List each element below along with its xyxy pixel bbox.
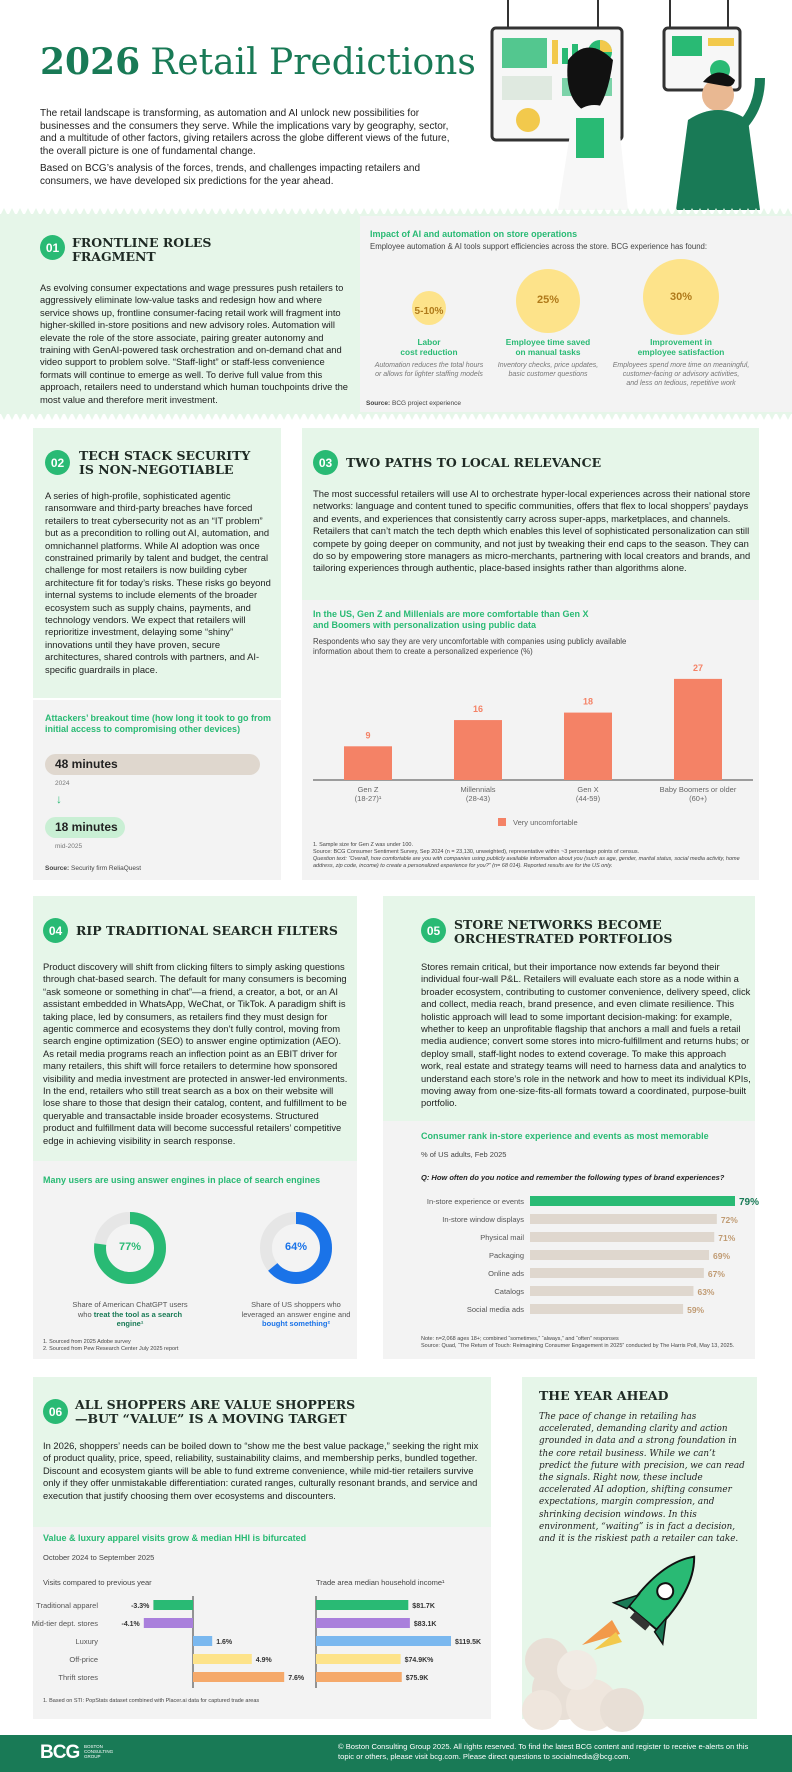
data-label: 63% [697,1287,715,1297]
bubble-desc: Inventory checks, price updates, basic customer questions [497,362,599,378]
chart-note: 2. Sourced from Pew Research Center July 2025 report [43,1346,179,1352]
chart-note: 1. Sourced from 2025 Adobe survey [43,1339,131,1345]
bubble-label: Labor cost reduction [400,337,458,357]
donut-caption-text: Share of US shoppers who leveraged an answer engine and [241,1300,351,1319]
category-label: Luxury [75,1637,98,1646]
bar [193,1672,284,1682]
bubble-desc: Automation reduces the total hours or allows for lighter staffing models [374,362,484,378]
category-label: Catalogs [494,1287,524,1296]
section-body: As evolving consumer expectations and wage pressures push retailers to aggressively eliminate low-value tasks and redesign how and where service shows up, frontline consumer-facing retail work will fragment into higher-skilled in-store positions and new advisory roles. Automation will elevate the role of the store associate, pairing greater autonomy and training with GenAI-powered task orchestration and on-demand chat and video support to problem solve. “Staff-light” or staff-less convenience formats will continue to emerge as well. To derive full value from this approach, retailers need to understand which human touchpoints drive the most value and therefore merit investment. [40,282,349,405]
arrow-down-icon: ↓ [56,792,62,806]
data-label: -3.3% [131,1603,150,1610]
bar [530,1196,735,1206]
category-label: Traditional apparel [36,1601,98,1610]
section-body: Stores remain critical, but their importance now extends far beyond their individual four-wall P&L. Retailers will evaluate each store as a node within a broader ecosystem, contributing to customer convenience, delivery speed, click and collect, media reach, brand presence, and even climate resilience. This holistic approach will lead to some important decision-making: for example, whether to keep an unprofitable flagship that anchors a mall and fuels a retail media audience; convert some stores into micro-fulfillment and returns hubs; or deploy small, staff-light nodes to extend coverage. To make this approach work, real estate and strategy teams will need to harness data and analytics to understand each store’s role in the network and how to meet its individual KPIs, moving away from one-size-fits-all formats toward a coordinated, purpose-built portfolio. [421,961,751,1109]
breakout-value-2024: 48 minutes [55,757,118,771]
data-label: 79% [739,1197,760,1208]
year-ahead-body: The pace of change in retailing has accelerated, demanding clarity and action grounded in data and a strong foundation in the core retail business. While we can’t predict the future with precision, we can read the signals. Right now, these include accelerated AI adoption, shifting consumer expectations, margin compression, and shrinking decision windows. In this environment, “waiting” is in fact a decision, and it is the riskiest path a retailer can take. [539,1412,745,1545]
source-note [366,400,461,408]
donut-value: 77% [118,1241,142,1253]
data-label: 27 [692,662,704,673]
apparel-chart-title: Value & luxury apparel visits grow & median HHI is bifurcated [43,1533,307,1543]
bar [344,746,392,780]
impact-chart-subtitle: Employee automation & AI tools support efficiencies across the store. BCG experience has found: [370,242,708,251]
tick-label: (18-27)¹ [354,794,382,803]
breakout-label-2024: 2024 [55,780,70,787]
tick-label: Gen Z [357,785,379,794]
data-label: $119.5K [455,1639,482,1646]
personalization-chart-title: In the US, Gen Z and Millenials are more comfortable than Gen X and Boomers with personalization using public data [313,609,589,630]
donut-caption [70,1300,190,1329]
bubble-value: 25% [536,294,560,306]
section-number-badge: 02 [45,450,70,475]
bar [153,1600,193,1610]
donut-caption-text: Share of American ChatGPT users who [72,1300,188,1319]
bubble-value: 30% [669,291,693,303]
bar [316,1654,401,1664]
data-label: 18 [582,696,594,707]
chart-note: Note: n=2,068 ages 18+; combined “sometimes,” “always,” and “often” responses [421,1336,619,1342]
data-label: 72% [720,1215,738,1225]
bar [316,1672,402,1682]
footer-text: © Boston Consulting Group 2025. All rights reserved. To find the latest BCG content and register to receive e-alerts on this topic or others, please visit bcg.com. Please direct questions to socialmedia@bcg.com. [338,1742,749,1761]
bubble-label: Improvement in employee satisfaction [637,337,725,357]
bar [530,1304,683,1314]
breakout-label-2025: mid-2025 [55,843,83,850]
data-label: 71% [718,1233,736,1243]
bar [193,1654,252,1664]
zigzag-bottom [0,412,792,420]
donut-caption [236,1300,356,1329]
section-body: The most successful retailers will use AI to orchestrate hyper-local experiences across their national store networks: language and content tuned to specific communities, offers that flex to local shoppers’ paydays and events, and experiences that consistently carry across super-apps, marketplaces, and channels. Retailers that can’t match the tech depth which enables this level of sophisticated personalization can still compete by going deeper on community, and not just by tweaking their end caps to the season. They can do so by empowering store managers as micro-merchants, partnering with local creators and brands, and tailoring experiences through authentic, place-based insights rather than algorithms alone. [313,488,751,574]
section-number-badge: 03 [313,450,338,475]
chart-note: 1. Sample size for Gen Z was under 100. [313,842,413,848]
memorable-chart-subtitle: % of US adults, Feb 2025 [421,1150,507,1159]
data-label: $81.7K [412,1603,435,1610]
section-title: TECH STACK SECURITY IS NON-NEGOTIABLE [79,448,251,477]
memorable-chart-title: Consumer rank in-store experience and events as most memorable [421,1131,709,1141]
answer-engine-chart-title: Many users are using answer engines in place of search engines [43,1175,321,1185]
bar [530,1268,704,1278]
visits-bar-chart [31,1596,315,1696]
section-body: A series of high-profile, sophisticated agentic ransomware and third-party breaches have forced retailers to treat cybersecurity not as an “IT problem” but as a precondition to rolling out AI, automation, and omnichannel platforms. While AI adoption was once constrained primarily by talent and budget, the central challenge for most retailers is now building cyber architecture fit for today’s risks. These risks go beyond internal systems to include elements of the broader ecosystem such as supply chains, payments, and technology vendors. We expect that retailers will reprioritize investment, delaying some “shiny” innovations until they have proven, secure architectures, shared controls with partners, and AI-specific guardrails in place. [45,490,271,675]
data-label: 9 [365,730,371,741]
category-label: Off-price [69,1655,98,1664]
page-title [40,40,476,85]
intro-paragraph: The retail landscape is transforming, as automation and AI unlock new possibilities for businesses and the consumers they serve. While the implications vary by geography, sector, and a multitude of other factors, giving retailers across the globe different views of the future, the overall picture is one of fundamental change. [40,108,450,157]
category-label: In-store window displays [442,1215,524,1224]
bar [454,720,502,780]
section-body: In 2026, shoppers’ needs can be boiled down to “show me the best value package,” seeking the right mix of product quality, price, speed, reliability, sustainability claims, and membership perks, bundled together. Discount and ecosystem giants will be able to fund extreme convenience, while mid-tier retailers survive only if they offer unmistakable differentiation: curated ranges, culturally resonant brands, and service and execution that justify choosing them over ecosystems and discounters. [43,1440,479,1501]
impact-chart-title: Impact of AI and automation on store operations [370,229,578,239]
section-title: FRONTLINE ROLES FRAGMENT [72,235,212,264]
source-note [45,865,141,873]
bar [144,1618,193,1628]
bcg-logo-subtext: BOSTON CONSULTING GROUP [84,1744,114,1759]
personalization-bar-chart [313,660,753,825]
bar [564,713,612,780]
bar [674,679,722,780]
tick-label: (28-43) [465,794,491,803]
source-text: BCG project experience [392,400,462,407]
data-label: $75.9K [405,1675,429,1682]
data-label: 59% [687,1305,705,1315]
data-label: $83.1K [413,1621,437,1628]
category-label: Physical mail [480,1233,524,1242]
section-title: ALL SHOPPERS ARE VALUE SHOPPERS —BUT “VALUE” IS A MOVING TARGET [75,1397,356,1426]
legend-swatch [498,818,506,826]
data-label: -4.1% [121,1621,140,1628]
chart-source: Source: BCG Consumer Sentiment Survey, Sep 2024 (n = 23,130, unweighted), representative within ~3 percentage points of census. [313,849,640,855]
hhi-bar-chart [310,1596,490,1696]
bubble-label: Employee time saved on manual tasks [505,337,591,357]
rocket-illustration [522,1540,757,1719]
section-number-badge: 01 [40,235,65,260]
intro-paragraph-2: Based on BCG’s analysis of the forces, trends, and challenges impacting retailers and consumers, we have developed six predictions for the year ahead. [40,163,421,187]
data-label: $74.9K% [404,1657,434,1664]
bcg-logo: BCG [40,1742,80,1763]
chart-note: 1. Based on STI: PopStats dataset combined with Placer.ai data for captured trade areas [43,1698,260,1704]
data-label: 1.6% [216,1639,233,1646]
section-title: STORE NETWORKS BECOME ORCHESTRATED PORTFOLIOS [454,917,673,946]
donut-value: 64% [284,1241,308,1253]
data-label: 4.9% [255,1657,272,1664]
chart-question: Question text: “Overall, how comfortable are you with companies using publicly available information about you (such as age, gender, marital status, social media activity, home address, zip code, income) to create a personalized experience for you?” (n= 68 014). Reported results are for the US only. [313,856,740,869]
apparel-chart-period: October 2024 to September 2025 [43,1553,155,1562]
bar [316,1618,410,1628]
section-number-badge: 05 [421,918,446,943]
bar [193,1636,212,1646]
section-number-badge: 06 [43,1399,68,1424]
category-label: Thrift stores [58,1673,98,1682]
bar [316,1600,408,1610]
bar [530,1232,714,1242]
apparel-right-title: Trade area median household income¹ [316,1578,445,1587]
data-label: 7.6% [288,1675,305,1682]
apparel-left-title: Visits compared to previous year [43,1578,152,1587]
data-label: 67% [707,1269,725,1279]
tick-label: (44-59) [575,794,601,803]
tick-label: Gen X [577,785,599,794]
personalization-chart-subtitle: Respondents who say they are very uncomfortable with companies using publicly available information about them to create a personalized experience (%) [313,637,627,656]
breakout-value-2025: 18 minutes [55,820,118,834]
tick-label: Millennials [460,785,496,794]
bar [316,1636,451,1646]
donut-caption-bold: treat the tool as a search engine¹ [93,1309,183,1328]
zigzag-top [0,208,792,216]
section-body: Product discovery will shift from clicking filters to simply asking questions through chat-based search. The default for many consumers is becoming “ask someone or something in chat”—a friend, a creator, a bot, or an AI assistant embedded in WhatsApp, WeChat, or TikTok. A paradigm shift is taking place, led by consumers, as retailers find they must design for agentic commerce and ecosystems they don’t fully control, moving from search engine optimization (SEO) to answer engine optimization (AEO). As retail media programs reach an inflection point as an EBIT driver for many retailers, this shift will force retailers to determine how sponsored visibility and media investment are protected in answer-led environments. In the end, retailers who still treat search as a box on their website will lose share to those that design their catalog, content, and fulfillment to be queryable and transactable inside broader ecosystems. Structured product and fulfillment data will become successful retailers’ competitive edge in achieving visibility in search response. [43,961,348,1146]
data-label: 69% [713,1251,731,1261]
bar [530,1250,709,1260]
data-label: 16 [472,704,484,715]
year-ahead-title: THE YEAR AHEAD [539,1388,669,1403]
legend-label: Very uncomfortable [513,818,578,827]
title-rest: Retail Predictions [150,42,476,83]
chart-source: Source: Quad, “The Return of Touch: Reimagining Consumer Engagement in 2025” conducted by The Harris Poll, May 13, 2025. [421,1343,735,1349]
header-illustration [488,0,788,210]
memorable-chart-question: Q: How often do you notice and remember the following types of brand experiences? [421,1173,725,1182]
source-label: Source: [366,400,391,407]
source-text: Security firm ReliaQuest [71,865,142,872]
section-title: TWO PATHS TO LOCAL RELEVANCE [346,455,602,470]
donut-caption-bold: bought something² [262,1319,330,1328]
bar [530,1214,717,1224]
section-number-badge: 04 [43,918,68,943]
memorable-bar-chart [395,1190,760,1320]
bar [530,1286,693,1296]
title-year: 2026 [40,41,141,83]
tick-label: (60+) [689,794,707,803]
tick-label: Baby Boomers or older [659,785,737,794]
bubble-desc: Employees spend more time on meaningful, customer-facing or advisory activities, and less on tedious, repetitive work [612,362,750,387]
category-label: Packaging [488,1251,524,1260]
bubble-value: 5-10% [414,306,444,317]
breakout-chart-title: Attackers’ breakout time (how long it took to go from initial access to compromising other devices) [45,713,272,734]
category-label: Mid-tier dept. stores [31,1619,98,1628]
source-label: Source: [45,865,70,872]
category-label: Social media ads [466,1305,524,1314]
section-title: RIP TRADITIONAL SEARCH FILTERS [76,923,338,938]
category-label: In-store experience or events [426,1197,524,1206]
category-label: Online ads [488,1269,524,1278]
